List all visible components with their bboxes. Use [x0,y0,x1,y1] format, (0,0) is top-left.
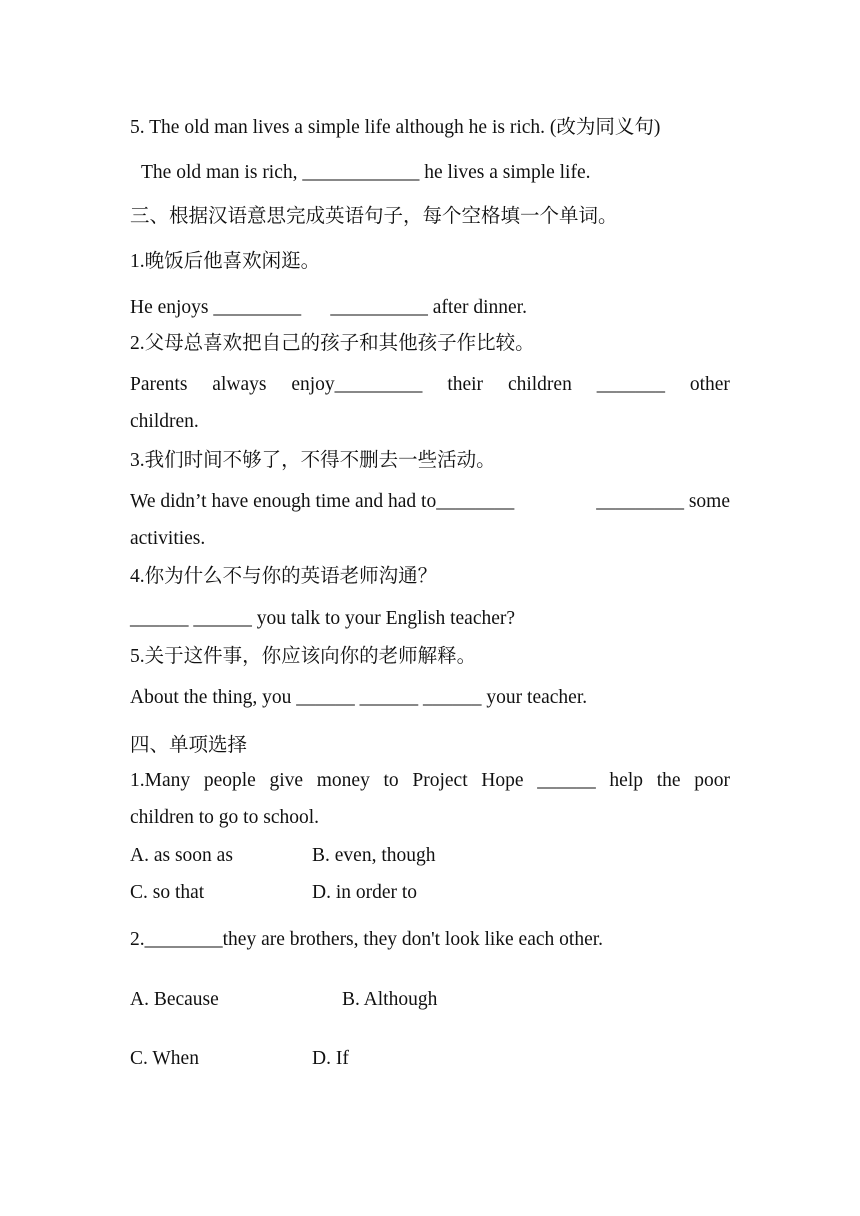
s3-q3-chinese: 3.我们时间不够了，不得不删去一些活动。 [130,450,496,471]
word: always [212,374,267,395]
word: help [609,770,643,791]
sentence-part: We didn’t have enough time and had to________ [130,491,515,512]
s3-q3-english-continued: activities. [130,528,206,549]
word: Hope [481,770,524,791]
s4-q2-option-d: D. If [312,1048,349,1069]
word: children [507,374,572,395]
word: other [689,374,730,395]
s3-q4-english: ______ ______ you talk to your English teacher? [130,608,516,629]
q5-answer-line: The old man is rich, ____________ he lives a simple life. [141,162,591,183]
s3-q2-english-continued: children. [130,411,199,432]
word: poor [694,770,730,791]
s3-q4-chinese: 4.你为什么不与你的英语老师沟通？ [130,566,438,587]
word: 1.Many [130,770,191,791]
word: to [383,770,399,791]
word: the [656,770,681,791]
section-3-heading: 三、根据汉语意思完成英语句子，每个空格填一个单词。 [130,206,618,227]
word: people [203,770,256,791]
word: their [447,374,484,395]
word: give [269,770,304,791]
s3-q5-english: About the thing, you ______ ______ ______ your teacher. [130,687,588,708]
s4-q1-option-b: B. even, though [312,845,436,866]
word: ______ [537,770,596,791]
s4-q1-option-d: D. in order to [312,882,418,903]
s4-q1-option-a: A. as soon as [130,845,233,866]
s3-q1-chinese: 1.晚饭后他喜欢闲逛。 [130,251,321,272]
s3-q2-chinese: 2.父母总喜欢把自己的孩子和其他孩子作比较。 [130,333,535,354]
word: _______ [596,374,665,395]
word: money [316,770,370,791]
s4-q1-option-c: C. so that [130,882,205,903]
s4-q2-option-c: C. When [130,1048,199,1069]
s4-q2-option-b: B. Although [342,989,438,1010]
q5-rewrite-line: 5. The old man lives a simple life although he is rich. (改为同义句) [130,117,661,138]
word: enjoy_________ [291,374,423,395]
s4-q2-option-a: A. Because [130,989,219,1010]
s3-q5-chinese: 5.关于这件事，你应该向你的老师解释。 [130,646,477,667]
word: Parents [130,374,188,395]
sentence-part: _________ some [596,491,730,512]
s3-q1-english: He enjoys _________ __________ after dinner. [130,297,527,318]
word: Project [412,770,468,791]
s4-q1-stem [130,771,730,791]
s3-q2-english [130,375,730,395]
s3-q3-english [130,492,730,512]
s4-q2-stem: 2.________they are brothers, they don't look like each other. [130,929,604,950]
s4-q1-stem-continued: children to go to school. [130,807,320,828]
section-4-heading: 四、单项选择 [130,735,248,756]
